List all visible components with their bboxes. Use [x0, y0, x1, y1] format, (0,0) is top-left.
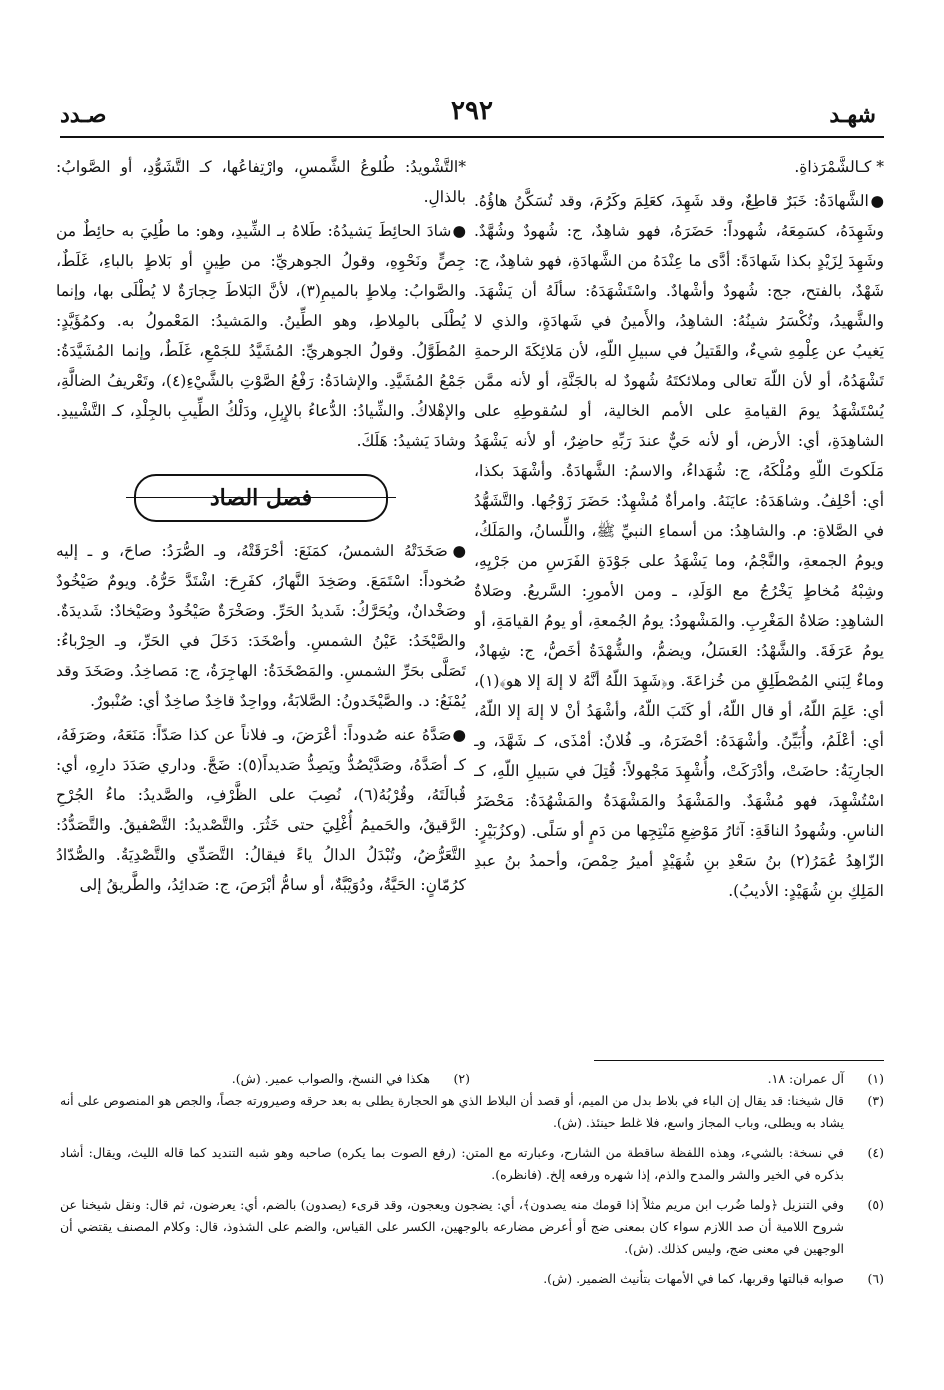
- section-heading-text: فصل الصاد: [209, 485, 313, 511]
- footnote-5: [60, 1194, 884, 1260]
- footnote-text: في نسخة: بالشيء، وهذه اللفظة ساقطة من الشارح، وعبارته مع المتن: (رفع الصوت بما يكره) صاحبه وهو شبه التنديد كما قاله الليث، ويقال: أشاد بذكره في الخير والشر والمدح والذم، إذا شهره ورفعه إلخ. (فانظره).: [60, 1145, 844, 1182]
- footnote-text: آل عمران: ١٨.: [767, 1071, 844, 1086]
- footnote-4: [60, 1142, 884, 1186]
- right-column: [474, 152, 884, 1060]
- footnote-1: [474, 1068, 884, 1090]
- header-rule: [60, 136, 884, 138]
- footnote-number: (٢): [453, 1071, 470, 1086]
- footnote-text: قال شيخنا: قد يقال إن الباء في بلاط بدل من الميم، أو قصد أن البلاط الذي هو الحجارة يطلى به بعد حرقه وصيرورته جصاً، والجص هو المنصوص على أنه يشاد به ويطلى، وباب المجاز واسع، فلا غلط حينئذ. (ش).: [60, 1093, 844, 1130]
- footnote-2: [60, 1068, 470, 1090]
- running-head-left: صـدد: [60, 102, 107, 128]
- entry-paragraph: *التَّشْويدُ: طُلوعُ الشَّمسِ، وارْتِفاعُها، كـ التَّشَوُّدِ، أو الصَّوابُ: بالذالِ.: [56, 158, 466, 206]
- entry-paragraph: ●الشَّهادَةُ: خَبَرٌ قاطِعٌ، وقد شَهِدَ، كعَلِمَ وكَرُمَ، وقد تُسَكَّنُ هاؤُهُ. وشَهِدَهُ، كسَمِعَهُ، شُهوداً: حَضَرَهُ، فهو شاهِدٌ، ج: شُهودٌ وشُهَّدٌ. وشَهِدَ لِزَيْدٍ بكذا شَهادَةً: أدَّى ما عِنْدَهُ من الشَّهادَةِ، فهو شاهِدٌ، ج: شَهْدٌ، بالفتح، جج: شُهودٌ وأشْهادٌ. واسْتَشْهَدَهُ: سألَهُ أن يَشْهَدَ. والشَّهيدُ، وتُكْسَرُ شينُهُ: الشاهِدُ، والأَمينُ في شَهادَةٍ، والذي لا يَغيبُ عن عِلْمِهِ شيءٌ، والقَتيلُ في سبيلِ اللّهِ، لأن مَلائِكَةَ الرحمةِ تَشْهَدُهُ، أو لأن اللّهَ تعالى وملائكتَهُ شُهودٌ له بالجَنَّةِ، أو لأنه ممَّن يُسْتَشْهَدُ يومَ القيامةِ على الأمم الخالية، أو لسُقوطِهِ على الشاهِدَةِ، أي: الأرض، أو لأنه حَيٌّ عندَ رَبِّهِ حاضِرٌ، أو لأنه يَشْهَدُ مَلَكوتَ اللّهِ ومُلْكَهُ، ج: شُهَداءُ، والاسمُ: الشَّهادَةُ. وأشْهَدَ بكذا، أي: أحْلِفُ. وشاهَدَهُ: عايَنَهُ. وامرأةٌ مُشْهِدٌ: حَضَرَ زَوْجُها. والتَّشَهُّدُ في الصَّلاةِ: م. والشاهِدُ: من أسماءِ النبيِّ ﷺ، واللِّسانُ، والمَلَكُ، ويومُ الجمعةِ، والنَّجْمُ، وما يَشْهَدُ على جَوْدَةِ الفَرَسِ من جَرْيِهِ، وشِبْهُ مُخاطٍ يَخْرُجُ مع الوَلَدِ، ـ ومن الأمورِ: السَّريعُ. وصَلاةُ الشاهِدِ: صَلاةُ المَغْرِبِ. والمَشْهودُ: يومُ الجُمعةِ، أو يومُ القيامَةِ، أو يومُ عَرَفَةَ. والشَّهْدُ: العَسَلُ، ويضمُّ، والشُّهْدَةُ أخَصُّ، ج: شِهادٌ، وماءٌ لِبَني المُصْطَلِقِ من خُزاعَةَ. و﴿شَهِدَ اللّهُ أنَّهُ لا إلهَ إلا هو﴾(١)، أي: عَلِمَ اللّهُ، أو قال اللّهُ، أو كَتَبَ اللّهُ، وأشْهَدُ أنْ لا إلهَ إلا اللّهُ، أي: أعْلَمُ، وأُبَيِّنُ. وأشْهَدَهُ: أحْضَرَهُ، وـ فُلانٌ: أمْذَى، كـ شَهَّدَ، وـ الجارِيَةُ: حاضَتْ، وأدْرَكَتْ، وأُشْهِدَ مَجْهولاً: قُتِلَ في سَبيلِ اللّهِ، كـ اسْتُشْهِدَ، فهو مُشْهَدٌ. والمَشْهَدُ والمَشْهَدَةُ والمَشْهُدَةُ: مَحْضَرُ الناسِ. وشُهودُ الناقَةِ: آثارُ مَوْضِعِ مَنْتِجِها من دَمٍ أو سَلًى. (وكزُبَيْرٍ: الزّاهِدُ عُمَرُ(٢) بنُ سَعْدِ بنِ شُهَيْدٍ أميرُ حِمْصَ، وأحمدُ بنُ عبدِ المَلِكِ بنِ شُهَيْدٍ: الأديبُ).: [474, 192, 884, 900]
- left-column: [56, 152, 466, 1060]
- page-header: [0, 96, 944, 140]
- footnotes: [60, 1068, 884, 1298]
- footnote-number: (٦): [867, 1271, 884, 1286]
- entry-paragraph: ●صَدَّهُ عنه صُدوداً: أعْرَضَ، وـ فلاناً عن كذا صَدّاً: مَنَعَهُ، وصَرَفَهُ، كـ أصَدَّهُ، وصَدَّيْصُدُّ ويَصِدُّ صَديداً(٥): ضَجَّ. وداري صَدَدَ دارِهِ، أي: قُبالَتَهُ، وقُرْبُهُ(٦)، نُصِبَ على الظَّرْفِ، والصَّديدُ: ماءُ الجُرْحِ الرَّقيقُ، والحَميمُ أُغْلِيَ حتى خَثُرَ. والتَّصْديدُ: التَّصْفيقُ. والتَّصَدُّدُ: التَّعَرُّضُ، وتُبْدَلُ الدالُ ياءً فيقالُ: التَّصَدِّي والتَّصْدِيَةُ. والصُّدّادُ كرُمّانٍ: الحَيَّةُ، ودُوَيْبَّةٌ، أو سامُّ أبْرَصَ، ج: صَدائِدُ، والطَّريقُ إلى: [56, 726, 466, 894]
- footnote-rule: [594, 1060, 884, 1061]
- footnote-number: (٥): [867, 1197, 884, 1212]
- running-head-right: شهـد: [829, 102, 876, 128]
- entry-paragraph: * كـالشَّمْرَذاةِ.: [794, 158, 884, 176]
- section-heading: [134, 474, 388, 522]
- footnote-number: (١): [867, 1071, 884, 1086]
- page-number: ٢٩٢: [451, 96, 493, 126]
- footnote-number: (٣): [867, 1093, 884, 1108]
- footnote-text: هكذا في النسخ، والصواب عمير. (ش).: [231, 1071, 430, 1086]
- footnote-row: [60, 1068, 884, 1090]
- entry-paragraph: ●شادَ الحائِطَ يَشيدُهُ: طَلاهُ بـ الشِّيدِ، وهو: ما طُلِيَ به حائِطٌ من جِصٍّ ونَحْوِهِ، وقولُ الجوهريِّ: من طِينٍ أو بَلاطٍ بالباءِ، غَلَطٌ، والصَّوابُ: مِلاطٍ بالميمِ(٣)، لأنَّ البَلاطَ حِجارَةٌ لا يُطْلَى بها، وإنما يُطْلَى بالمِلاطِ، وهو الطِّينُ. والمَشيدُ: المَعْمولُ به. وكمُؤَيَّدٍ: المُطَوَّلُ. وقولُ الجوهريِّ: المُشَيَّدُ للجَمْعِ، غَلَطٌ، وإنما المُشَيَّدَةُ: جَمْعُ المُشَيَّدِ. والإشادَةُ: رَفْعُ الصَّوْتِ بالشَّيْءِ(٤)، وتَعْريفُ الضالَّةِ، والإهْلاكُ. والشِّيادُ: الدُّعاءُ بالإِبِلِ، ودَلْكُ الطِّيبِ بالجِلْدِ، كـ التَّشْييدِ. وشادَ يَشيدُ: هَلَكَ.: [56, 222, 466, 450]
- entry-paragraph: ●صَخَدَتْهُ الشمسُ، كمَنَعَ: أحْرَقَتْهُ، وـ الصُّرَدُ: صاحَ، و ـ إليه صُخوداً: اسْتَمَعَ. وصَخِدَ النَّهارُ، كفَرِحَ: اشْتَدَّ حَرُّهُ. ويومٌ صَيْخُودٌ وصَخْدانٌ، ويُحَرَّكُ: شَديدُ الحَرِّ. وصَخْرَةٌ صَيْخُودٌ وصَيْخادٌ: شَديدَةٌ. والصَّيْخَدُ: عَيْنُ الشمسِ. وأصْخَدَ: دَخَلَ في الحَرِّ، وـ الحِرْباءُ: تَصَلَّى بحَرِّ الشمسِ. والمَصْخَدَةُ: الهاجِرَةُ، ج: مَصاخِدُ. وصَخَدَ وقد يُمْنَعُ: د. والصَّيْخَدونُ: الصَّلابَةُ، وواحِدٌ قاخِدٌ صاخِدٌ أي: صُنْبورٌ.: [56, 542, 466, 710]
- footnote-6: [60, 1268, 884, 1290]
- footnote-3: [60, 1090, 884, 1134]
- footnote-text: وفي التنزيل ﴿ولما ضُرب ابن مريم مثلاً إذا قومك منه يصدون﴾، أي: يضجون ويعجون، وقد قرىء (يصدون) بالضم، أي: يعرضون، ثم قال: ونقل شيخنا عن شروح اللامية أن صد اللازم سواء كان بمعنى ضج أو أعرض مضارعه بالوجهين، الكسر على القياس، والضم على الشذوذ، قال: وكلام المصنف يقتضي أن الوجهين في معنى ضج، وليس كذلك. (ش).: [60, 1197, 844, 1256]
- footnote-text: صوابه قبالتها وقربها، كما في الأمهات بتأنيث الضمير. (ش).: [543, 1271, 844, 1286]
- footnote-number: (٤): [867, 1145, 884, 1160]
